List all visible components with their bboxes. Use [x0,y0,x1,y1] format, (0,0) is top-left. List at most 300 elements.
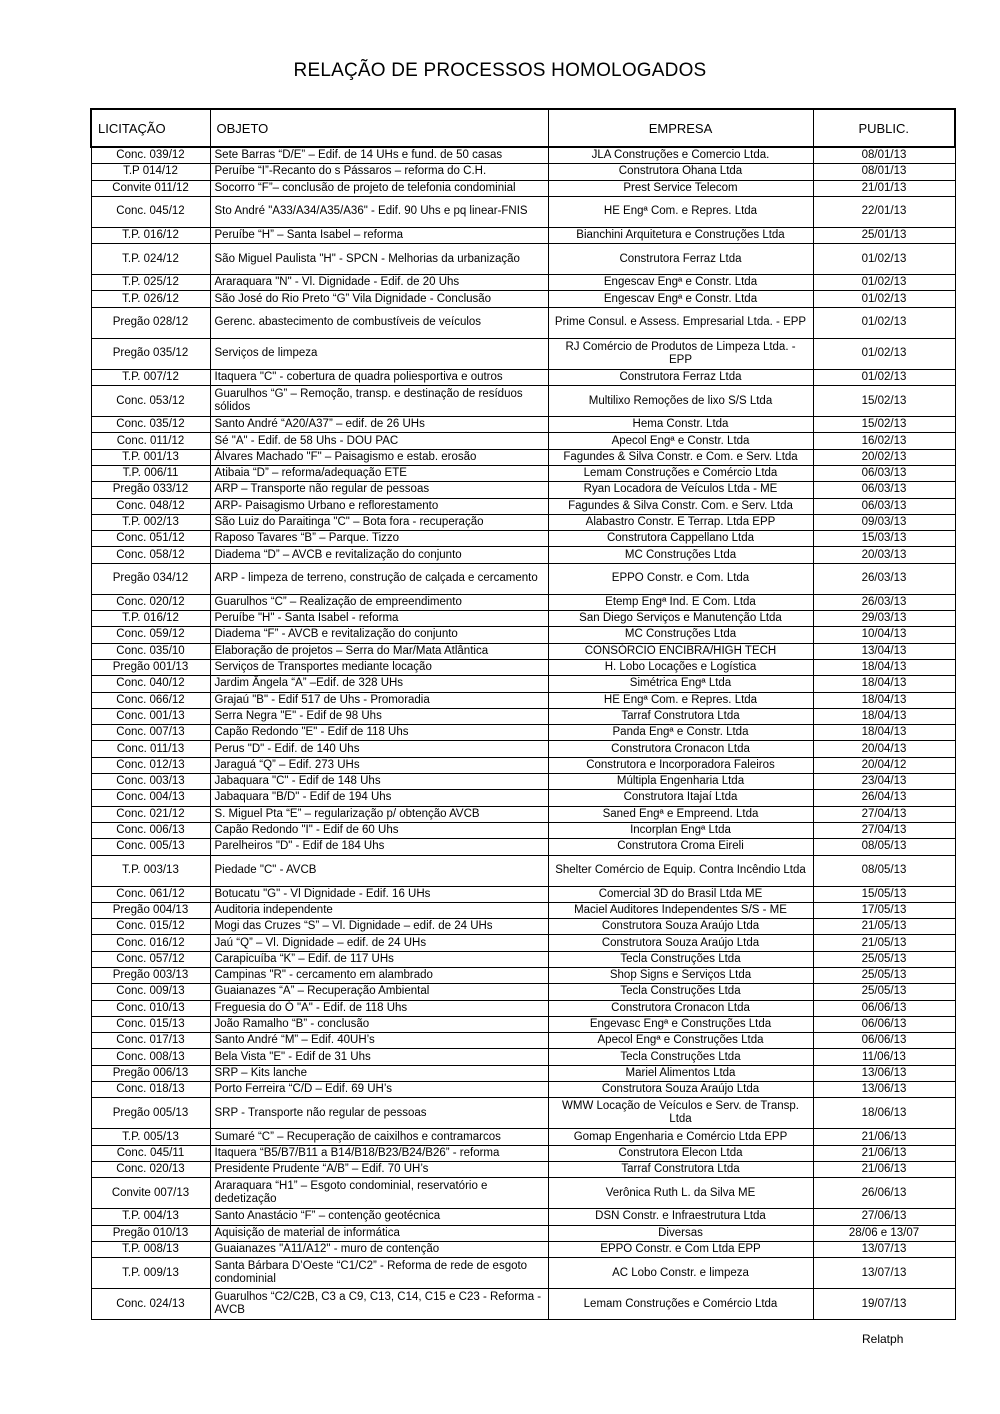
cell-objeto: Diadema “F” - AVCB e revitalização do conjunto [210,627,548,643]
cell-licitacao: T.P. 006/11 [91,465,210,481]
cell-public: 15/05/13 [813,886,955,902]
cell-objeto: Guarulhos “C2/C2B, C3 a C9, C13, C14, C15 e C23 - Reforma - AVCB [210,1289,548,1320]
cell-public: 25/01/13 [813,227,955,243]
table-row [91,1145,955,1161]
cell-public: 18/04/13 [813,708,955,724]
cell-licitacao: Pregão 004/13 [91,902,210,918]
cell-licitacao: T.P 014/12 [91,164,210,180]
cell-public: 06/06/13 [813,1033,955,1049]
table-row [91,1016,955,1032]
cell-licitacao: Conc. 007/13 [91,725,210,741]
cell-public: 08/05/13 [813,839,955,855]
cell-public: 19/07/13 [813,1289,955,1320]
cell-objeto: Serviços de limpeza [210,338,548,369]
cell-licitacao: T.P. 016/12 [91,611,210,627]
table-row [91,1049,955,1065]
cell-public: 13/06/13 [813,1082,955,1098]
column-header-empresa: EMPRESA [548,109,813,147]
cell-objeto: Sete Barras “D/E” – Edif. de 14 UHs e fund. de 50 casas [210,147,548,164]
cell-empresa: Simétrica Engª Ltda [548,676,813,692]
cell-empresa: Construtora Souza Araújo Ltda [548,935,813,951]
cell-licitacao: Convite 011/12 [91,180,210,196]
table-row [91,774,955,790]
cell-licitacao: Conc. 058/12 [91,547,210,563]
cell-objeto: São Miguel Paulista "H" - SPCN - Melhorias da urbanização [210,244,548,275]
cell-objeto: Jardim Ângela “A” –Edif. de 328 UHs [210,676,548,692]
cell-licitacao: Conc. 012/13 [91,757,210,773]
cell-objeto: Itaquera “B5/B7/B11 a B14/B18/B23/B24/B26” - reforma [210,1145,548,1161]
cell-objeto: Sé "A" - Edif. de 58 Uhs - DOU PAC [210,433,548,449]
table-row [91,563,955,594]
page-title: RELAÇÃO DE PROCESSOS HOMOLOGADOS [293,60,707,81]
column-header-public: PUBLIC. [813,109,955,147]
cell-public: 18/04/13 [813,692,955,708]
cell-objeto: Perus "D" - Edif. de 140 Uhs [210,741,548,757]
table-row [91,307,955,338]
cell-public: 21/06/13 [813,1145,955,1161]
cell-objeto: Santo Anastácio “F” – contenção geotécnica [210,1209,548,1225]
cell-objeto: João Ramalho “B” - conclusão [210,1016,548,1032]
cell-objeto: Itaquera "C" - cobertura de quadra poliesportiva e outros [210,369,548,385]
cell-public: 06/06/13 [813,1000,955,1016]
cell-empresa: Tecla Construções Ltda [548,1049,813,1065]
cell-public: 25/05/13 [813,967,955,983]
cell-public: 20/03/13 [813,547,955,563]
cell-empresa: Construtora Souza Araújo Ltda [548,919,813,935]
column-header-objeto: OBJETO [210,109,548,147]
cell-public: 06/06/13 [813,1016,955,1032]
cell-public: 18/04/13 [813,676,955,692]
cell-empresa: Etemp Engª Ind. E Com. Ltda [548,594,813,610]
table-row [91,676,955,692]
cell-objeto: São Luiz do Paraitinga "C" – Bota fora - recuperação [210,514,548,530]
table-row [91,449,955,465]
cell-empresa: Construtora Croma Eireli [548,839,813,855]
cell-objeto: Serviços de Transportes mediante locação [210,659,548,675]
cell-empresa: Bianchini Arquitetura e Construções Ltda [548,227,813,243]
cell-public: 15/02/13 [813,386,955,417]
cell-licitacao: Conc. 040/12 [91,676,210,692]
cell-empresa: Verônica Ruth L. da Silva ME [548,1178,813,1209]
cell-objeto: Botucatu "G" - Vl Dignidade - Edif. 16 UHs [210,886,548,902]
cell-public: 09/03/13 [813,514,955,530]
table-row [91,839,955,855]
cell-empresa: Incorplan Engª Ltda [548,822,813,838]
cell-licitacao: Pregão 035/12 [91,338,210,369]
cell-empresa: Construtora Ferraz Ltda [548,244,813,275]
cell-public: 08/01/13 [813,147,955,164]
table-row [91,164,955,180]
table-row [91,725,955,741]
cell-public: 10/04/13 [813,627,955,643]
table-row [91,338,955,369]
cell-objeto: Araraquara “H1” – Esgoto condominial, reservatório e dedetização [210,1178,548,1209]
table-row [91,227,955,243]
cell-empresa: Ryan Locadora de Veículos Ltda - ME [548,482,813,498]
cell-empresa: RJ Comércio de Produtos de Limpeza Ltda. - EPP [548,338,813,369]
cell-licitacao: Pregão 006/13 [91,1065,210,1081]
cell-empresa: Apecol Engª e Constr. Ltda [548,433,813,449]
cell-licitacao: Conc. 006/13 [91,822,210,838]
cell-licitacao: Conc. 010/13 [91,1000,210,1016]
cell-licitacao: Conc. 059/12 [91,627,210,643]
cell-licitacao: Conc. 001/13 [91,708,210,724]
cell-public: 25/05/13 [813,984,955,1000]
cell-empresa: Engevasc Engª e Construções Ltda [548,1016,813,1032]
cell-public: 21/06/13 [813,1129,955,1145]
cell-public: 20/04/13 [813,741,955,757]
cell-public: 25/05/13 [813,951,955,967]
cell-licitacao: T.P. 025/12 [91,275,210,291]
table-row [91,291,955,307]
processes-table [90,108,956,1320]
cell-public: 18/04/13 [813,725,955,741]
cell-public: 20/04/12 [813,757,955,773]
cell-licitacao: Pregão 003/13 [91,967,210,983]
cell-public: 11/06/13 [813,1049,955,1065]
cell-empresa: Apecol Engª e Construções Ltda [548,1033,813,1049]
cell-licitacao: T.P. 007/12 [91,369,210,385]
cell-empresa: CONSÓRCIO ENCIBRA/HIGH TECH [548,643,813,659]
cell-empresa: Construtora Cappellano Ltda [548,531,813,547]
cell-public: 22/01/13 [813,196,955,227]
cell-licitacao: Pregão 034/12 [91,563,210,594]
cell-licitacao: T.P. 009/13 [91,1258,210,1289]
cell-objeto: Santa Bárbara D’Oeste “C1/C2” - Reforma de rede de esgoto condominial [210,1258,548,1289]
cell-empresa: JLA Construções e Comercio Ltda. [548,147,813,164]
cell-public: 23/04/13 [813,774,955,790]
cell-empresa: Engescav Engª e Constr. Ltda [548,275,813,291]
cell-objeto: São José do Rio Preto “G” Vila Dignidade - Conclusão [210,291,548,307]
cell-licitacao: T.P. 024/12 [91,244,210,275]
cell-empresa: Prest Service Telecom [548,180,813,196]
cell-objeto: Diadema “D” – AVCB e revitalização do conjunto [210,547,548,563]
table-row [91,741,955,757]
table-row [91,433,955,449]
column-header-licitacao: LICITAÇÃO [91,109,210,147]
cell-public: 18/06/13 [813,1098,955,1129]
table-row [91,886,955,902]
table-row [91,386,955,417]
cell-objeto: Araraquara "N" - Vl. Dignidade - Edif. de 20 Uhs [210,275,548,291]
cell-empresa: Fagundes & Silva Constr. e Com. e Serv. Ltda [548,449,813,465]
cell-empresa: San Diego Serviços e Manutenção Ltda [548,611,813,627]
table-row [91,1065,955,1081]
cell-licitacao: Conc. 003/13 [91,774,210,790]
footer-note: Relatph [862,1332,904,1346]
cell-public: 26/04/13 [813,790,955,806]
cell-licitacao: Conc. 035/12 [91,417,210,433]
cell-public: 01/02/13 [813,307,955,338]
cell-objeto: S. Miguel Pta “E” – regularização p/ obtenção AVCB [210,806,548,822]
cell-empresa: Construtora Cronacon Ltda [548,741,813,757]
cell-public: 27/04/13 [813,822,955,838]
cell-licitacao: Conc. 045/11 [91,1145,210,1161]
cell-objeto: Porto Ferreira “C/D – Edif. 69 UH’s [210,1082,548,1098]
cell-empresa: DSN Constr. e Infraestrutura Ltda [548,1209,813,1225]
cell-empresa: Diversas [548,1225,813,1241]
cell-licitacao: Conc. 051/12 [91,531,210,547]
cell-licitacao: Conc. 048/12 [91,498,210,514]
cell-licitacao: T.P. 002/13 [91,514,210,530]
table-row [91,498,955,514]
cell-licitacao: Conc. 045/12 [91,196,210,227]
cell-objeto: Álvares Machado "F" – Paisagismo e estab. erosão [210,449,548,465]
cell-public: 21/05/13 [813,935,955,951]
cell-public: 27/06/13 [813,1209,955,1225]
table-row [91,822,955,838]
cell-empresa: EPPO Constr. e Com. Ltda [548,563,813,594]
table-row [91,659,955,675]
cell-public: 01/02/13 [813,275,955,291]
cell-objeto: Atibaia “D” – reforma/adequação ETE [210,465,548,481]
table-row [91,547,955,563]
cell-licitacao: Conc. 017/13 [91,1033,210,1049]
cell-objeto: Jabaquara "C" - Edif de 148 Uhs [210,774,548,790]
cell-objeto: Sto André "A33/A34/A35/A36" - Edif. 90 Uhs e pq linear-FNIS [210,196,548,227]
cell-empresa: Construtora Ferraz Ltda [548,369,813,385]
table-row [91,1161,955,1177]
table-row [91,1033,955,1049]
cell-licitacao: T.P. 008/13 [91,1241,210,1257]
cell-empresa: Lemam Construções e Comércio Ltda [548,1289,813,1320]
cell-objeto: Santo André “A20/A37” – edif. de 26 UHs [210,417,548,433]
cell-licitacao: Pregão 010/13 [91,1225,210,1241]
cell-empresa: Construtora e Incorporadora Faleiros [548,757,813,773]
cell-empresa: Construtora Ohana Ltda [548,164,813,180]
cell-objeto: Carapicuíba “K” – Edif. de 117 UHs [210,951,548,967]
table-row [91,1258,955,1289]
cell-licitacao: T.P. 003/13 [91,855,210,886]
cell-licitacao: Conc. 018/13 [91,1082,210,1098]
cell-public: 15/03/13 [813,531,955,547]
cell-empresa: Tarraf Construtora Ltda [548,1161,813,1177]
cell-public: 15/02/13 [813,417,955,433]
cell-public: 26/03/13 [813,563,955,594]
cell-public: 21/06/13 [813,1161,955,1177]
table-row [91,790,955,806]
cell-empresa: WMW Locação de Veículos e Serv. de Transp. Ltda [548,1098,813,1129]
cell-licitacao: Conc. 024/13 [91,1289,210,1320]
cell-empresa: HE Engª Com. e Repres. Ltda [548,692,813,708]
cell-licitacao: T.P. 026/12 [91,291,210,307]
cell-objeto: Peruíbe “H” – Santa Isabel – reforma [210,227,548,243]
cell-licitacao: T.P. 004/13 [91,1209,210,1225]
table-row [91,935,955,951]
table-row [91,369,955,385]
cell-objeto: Serra Negra "E" - Edif de 98 Uhs [210,708,548,724]
table-row [91,611,955,627]
cell-objeto: Raposo Tavares “B” – Parque. Tizzo [210,531,548,547]
table-row [91,514,955,530]
cell-licitacao: Conc. 035/10 [91,643,210,659]
cell-objeto: Sumaré “C” – Recuperação de caixilhos e contramarcos [210,1129,548,1145]
cell-licitacao: Conc. 053/12 [91,386,210,417]
table-row [91,919,955,935]
cell-public: 16/02/13 [813,433,955,449]
table-row [91,244,955,275]
table-row [91,482,955,498]
cell-empresa: Saned Engª e Empreend. Ltda [548,806,813,822]
table-row [91,1129,955,1145]
cell-objeto: Grajaú "B" - Edif 517 de Uhs - Promoradia [210,692,548,708]
cell-objeto: Bela Vista "E" - Edif de 31 Uhs [210,1049,548,1065]
cell-public: 01/02/13 [813,291,955,307]
cell-empresa: Alabastro Constr. E Terrap. Ltda EPP [548,514,813,530]
table-row [91,643,955,659]
cell-public: 26/06/13 [813,1178,955,1209]
cell-objeto: Elaboração de projetos – Serra do Mar/Mata Atlântica [210,643,548,659]
cell-licitacao: Conc. 020/13 [91,1161,210,1177]
table-row [91,692,955,708]
cell-licitacao: Pregão 028/12 [91,307,210,338]
cell-licitacao: Convite 007/13 [91,1178,210,1209]
cell-objeto: Aquisição de material de informática [210,1225,548,1241]
cell-empresa: Gomap Engenharia e Comércio Ltda EPP [548,1129,813,1145]
cell-public: 13/07/13 [813,1241,955,1257]
cell-objeto: Peruíbe “I”-Recanto do s Pássaros – reforma do C.H. [210,164,548,180]
cell-empresa: EPPO Constr. e Com Ltda EPP [548,1241,813,1257]
cell-objeto: Jabaquara "B/D" - Edif de 194 Uhs [210,790,548,806]
table-row [91,627,955,643]
table-row [91,1209,955,1225]
cell-objeto: Santo André “M” – Edif. 40UH’s [210,1033,548,1049]
cell-public: 21/05/13 [813,919,955,935]
cell-objeto: ARP- Paisagismo Urbano e reflorestamento [210,498,548,514]
cell-objeto: Mogi das Cruzes “S” – Vl. Dignidade – edif. de 24 UHs [210,919,548,935]
cell-empresa: Construtora Souza Araújo Ltda [548,1082,813,1098]
cell-empresa: Shelter Comércio de Equip. Contra Incêndio Ltda [548,855,813,886]
cell-licitacao: Conc. 005/13 [91,839,210,855]
table-row [91,180,955,196]
cell-empresa: MC Construções Ltda [548,627,813,643]
cell-empresa: Tarraf Construtora Ltda [548,708,813,724]
table-row [91,417,955,433]
cell-objeto: Guaianazes “A” – Recuperação Ambiental [210,984,548,1000]
table-row [91,1225,955,1241]
cell-licitacao: Conc. 057/12 [91,951,210,967]
table-body [91,147,955,1320]
cell-objeto: SRP - Transporte não regular de pessoas [210,1098,548,1129]
cell-licitacao: Conc. 015/12 [91,919,210,935]
cell-public: 17/05/13 [813,902,955,918]
cell-objeto: Guarulhos “G” – Remoção, transp. e destinação de resíduos sólidos [210,386,548,417]
cell-public: 27/04/13 [813,806,955,822]
cell-objeto: Jaraguá “Q” – Edif. 273 UHs [210,757,548,773]
cell-licitacao: Conc. 021/12 [91,806,210,822]
table-row [91,1000,955,1016]
cell-objeto: Jaú “Q” – Vl. Dignidade – edif. de 24 UHs [210,935,548,951]
cell-licitacao: Conc. 039/12 [91,147,210,164]
table-row [91,806,955,822]
table-row [91,1098,955,1129]
cell-public: 06/03/13 [813,482,955,498]
cell-objeto: Capão Redondo "I" - Edif de 60 Uhs [210,822,548,838]
cell-licitacao: Conc. 020/12 [91,594,210,610]
cell-empresa: Tecla Construções Ltda [548,984,813,1000]
table-row [91,984,955,1000]
cell-empresa: MC Construções Ltda [548,547,813,563]
table-row [91,951,955,967]
table-row [91,531,955,547]
cell-empresa: Construtora Cronacon Ltda [548,1000,813,1016]
cell-empresa: Múltipla Engenharia Ltda [548,774,813,790]
table-row [91,902,955,918]
table-row [91,1241,955,1257]
cell-public: 01/02/13 [813,338,955,369]
cell-licitacao: Pregão 005/13 [91,1098,210,1129]
cell-public: 13/04/13 [813,643,955,659]
cell-objeto: Gerenc. abastecimento de combustíveis de veículos [210,307,548,338]
cell-empresa: Construtora Elecon Ltda [548,1145,813,1161]
table-row [91,594,955,610]
cell-empresa: Engescav Engª e Constr. Ltda [548,291,813,307]
cell-public: 01/02/13 [813,244,955,275]
cell-objeto: SRP – Kits lanche [210,1065,548,1081]
cell-public: 06/03/13 [813,498,955,514]
cell-licitacao: Conc. 008/13 [91,1049,210,1065]
cell-public: 29/03/13 [813,611,955,627]
cell-objeto: Guaianazes "A11/A12" - muro de contenção [210,1241,548,1257]
table-row [91,1082,955,1098]
table-row [91,1178,955,1209]
cell-licitacao: Conc. 061/12 [91,886,210,902]
cell-empresa: Shop Signs e Serviços Ltda [548,967,813,983]
cell-objeto: Capão Redondo "E" - Edif de 118 Uhs [210,725,548,741]
table-row [91,757,955,773]
cell-empresa: HE Engª Com. e Repres. Ltda [548,196,813,227]
cell-public: 13/06/13 [813,1065,955,1081]
cell-objeto: Peruíbe "H" - Santa Isabel - reforma [210,611,548,627]
cell-empresa: Lemam Construções e Comércio Ltda [548,465,813,481]
cell-objeto: Socorro “F”– conclusão de projeto de telefonia condominial [210,180,548,196]
table-row [91,196,955,227]
cell-objeto: Piedade "C" - AVCB [210,855,548,886]
cell-public: 26/03/13 [813,594,955,610]
table-header-row [91,109,955,147]
cell-licitacao: T.P. 005/13 [91,1129,210,1145]
table-row [91,1289,955,1320]
cell-objeto: ARP – Transporte não regular de pessoas [210,482,548,498]
cell-public: 06/03/13 [813,465,955,481]
table-row [91,465,955,481]
cell-empresa: H. Lobo Locações e Logística [548,659,813,675]
cell-empresa: Tecla Construções Ltda [548,951,813,967]
cell-empresa: Hema Constr. Ltda [548,417,813,433]
table-row [91,147,955,164]
cell-objeto: Campinas "R" - cercamento em alambrado [210,967,548,983]
cell-empresa: Construtora Itajaí Ltda [548,790,813,806]
cell-licitacao: Pregão 033/12 [91,482,210,498]
cell-public: 20/02/13 [813,449,955,465]
cell-licitacao: Conc. 066/12 [91,692,210,708]
table-row [91,275,955,291]
cell-licitacao: Conc. 015/13 [91,1016,210,1032]
cell-objeto: Presidente Prudente “A/B” – Edif. 70 UH’s [210,1161,548,1177]
cell-licitacao: Pregão 001/13 [91,659,210,675]
table-row [91,708,955,724]
cell-empresa: Panda Engª e Constr. Ltda [548,725,813,741]
cell-public: 18/04/13 [813,659,955,675]
cell-public: 28/06 e 13/07 [813,1225,955,1241]
cell-empresa: Prime Consul. e Assess. Empresarial Ltda. - EPP [548,307,813,338]
cell-objeto: Guarulhos “C” – Realização de empreendimento [210,594,548,610]
cell-licitacao: Conc. 016/12 [91,935,210,951]
table-row [91,855,955,886]
cell-public: 13/07/13 [813,1258,955,1289]
cell-public: 21/01/13 [813,180,955,196]
cell-public: 08/05/13 [813,855,955,886]
